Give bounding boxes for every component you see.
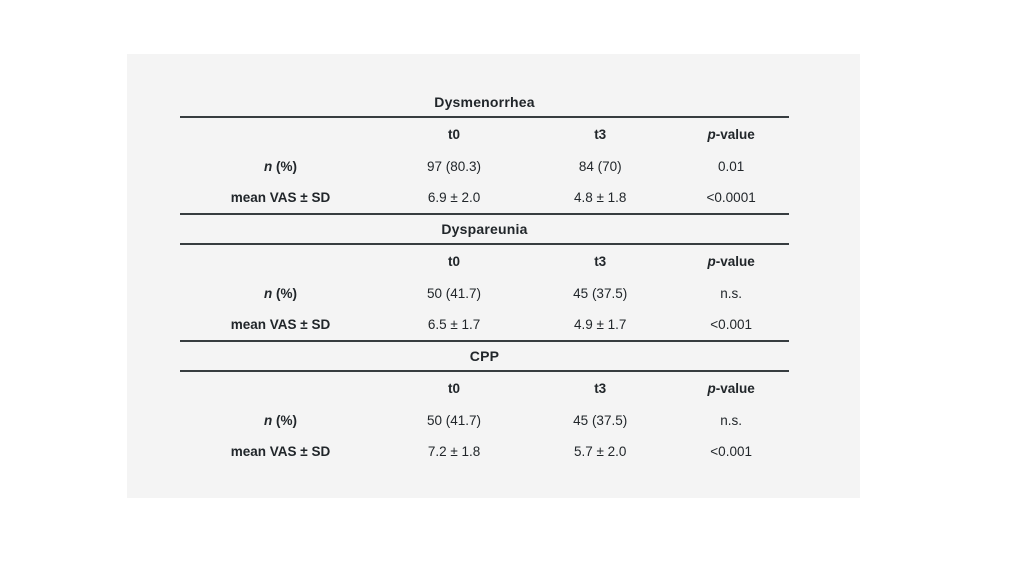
column-header-t3: t3 xyxy=(594,254,607,269)
column-header-t3: t3 xyxy=(594,127,607,142)
cell-t3: 5.7 ± 2.0 xyxy=(573,444,627,459)
section-header-dyspareunia xyxy=(180,215,789,243)
section-title: Dysmenorrhea xyxy=(434,94,535,110)
column-header-p-value: p-value xyxy=(707,127,755,142)
row-label: mean VAS ± SD xyxy=(230,444,331,459)
table-row xyxy=(180,182,789,213)
cell-t0: 50 (41.7) xyxy=(427,413,482,428)
table-row xyxy=(180,278,789,309)
cell-t0: 6.9 ± 2.0 xyxy=(427,190,481,205)
column-header-t0: t0 xyxy=(448,127,461,142)
table-row xyxy=(180,151,789,182)
column-header-p-value: p-value xyxy=(707,254,755,269)
column-header-row xyxy=(180,245,789,278)
column-header-t0: t0 xyxy=(448,254,461,269)
cell-p-value: n.s. xyxy=(720,413,743,428)
row-label: n (%) xyxy=(263,413,297,428)
cell-t3: 84 (70) xyxy=(578,159,622,174)
cell-t0: 6.5 ± 1.7 xyxy=(427,317,481,332)
column-header-t3: t3 xyxy=(594,381,607,396)
cell-p-value: n.s. xyxy=(720,286,743,301)
column-header-t0: t0 xyxy=(448,381,461,396)
outcomes-table xyxy=(180,88,789,467)
section-header-cpp xyxy=(180,342,789,370)
row-label: mean VAS ± SD xyxy=(230,317,331,332)
table-panel xyxy=(127,54,860,498)
cell-t0: 97 (80.3) xyxy=(427,159,482,174)
row-label: n (%) xyxy=(263,286,297,301)
row-label: n (%) xyxy=(263,159,297,174)
cell-p-value: 0.01 xyxy=(717,159,745,174)
section-title: CPP xyxy=(469,348,500,364)
cell-p-value: <0.001 xyxy=(710,317,752,332)
cell-t3: 4.9 ± 1.7 xyxy=(573,317,627,332)
cell-p-value: <0.001 xyxy=(710,444,752,459)
row-label: mean VAS ± SD xyxy=(230,190,331,205)
section-header-dysmenorrhea xyxy=(180,88,789,116)
cell-t3: 45 (37.5) xyxy=(573,413,628,428)
cell-t0: 50 (41.7) xyxy=(427,286,482,301)
table-row xyxy=(180,309,789,340)
table-row xyxy=(180,405,789,436)
cell-t0: 7.2 ± 1.8 xyxy=(427,444,481,459)
cell-t3: 4.8 ± 1.8 xyxy=(573,190,627,205)
table-row xyxy=(180,436,789,467)
column-header-row xyxy=(180,372,789,405)
column-header-p-value: p-value xyxy=(707,381,755,396)
section-title: Dyspareunia xyxy=(441,221,528,237)
cell-p-value: <0.0001 xyxy=(706,190,756,205)
column-header-row xyxy=(180,118,789,151)
cell-t3: 45 (37.5) xyxy=(573,286,628,301)
